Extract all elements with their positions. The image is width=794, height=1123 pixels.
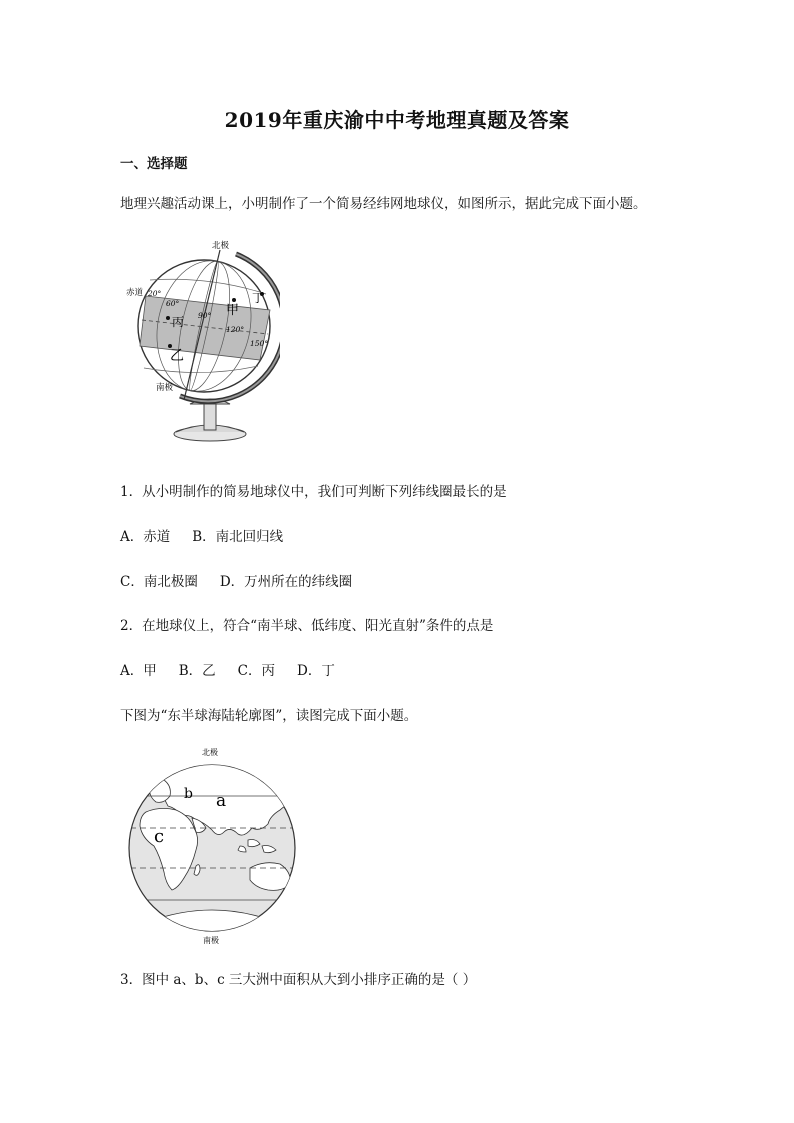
q2-option-b: B．乙 bbox=[178, 663, 216, 679]
map-label-b: b bbox=[184, 786, 193, 802]
q1-option-c: C．南北极圈 bbox=[120, 574, 198, 590]
globe-label-150: 150° bbox=[250, 339, 269, 348]
intro-text-2: 下图为“东半球海陆轮廓图”，读图完成下面小题。 bbox=[120, 708, 418, 724]
q1-option-d: D．万州所在的纬线圈 bbox=[219, 574, 353, 590]
intro-text-1: 地理兴趣活动课上，小明制作了一个简易经纬网地球仪，如图所示，据此完成下面小题。 bbox=[120, 196, 647, 212]
globe-label-ding: 丁 bbox=[252, 291, 265, 305]
q2-option-a: A．甲 bbox=[120, 663, 157, 679]
point-jia bbox=[232, 298, 236, 302]
globe-label-20: 20° bbox=[148, 289, 162, 298]
q2-option-d: D．丁 bbox=[297, 663, 335, 679]
question-2-options bbox=[120, 659, 357, 679]
globe-equator-label: 赤道 bbox=[126, 288, 144, 298]
question-1-options-row-1 bbox=[120, 525, 305, 545]
question-2-stem: 2．在地球仪上，符合“南半球、低纬度、阳光直射”条件的点是 bbox=[120, 618, 494, 634]
point-bing bbox=[166, 316, 170, 320]
globe-label-90: 90° bbox=[198, 311, 212, 320]
map-south-pole-label: 南极 bbox=[203, 936, 219, 945]
question-3-stem: 3．图中 a、b、c 三大洲中面积从大到小排序正确的是（ ） bbox=[120, 972, 477, 988]
globe-label-bing: 丙 bbox=[172, 315, 185, 329]
map-label-c: c bbox=[154, 826, 165, 847]
globe-figure bbox=[120, 236, 280, 444]
q2-option-c: C．丙 bbox=[237, 663, 276, 679]
globe-label-yi: 乙 bbox=[170, 348, 184, 364]
eastern-hemisphere-map bbox=[120, 742, 306, 948]
q1-option-a: A．赤道 bbox=[120, 529, 171, 545]
map-label-a: a bbox=[216, 791, 227, 811]
globe-label-jia: 甲 bbox=[226, 303, 240, 318]
map-north-pole-label: 北极 bbox=[202, 748, 218, 757]
question-1-stem: 1．从小明制作的简易地球仪中，我们可判断下列纬线圈最长的是 bbox=[120, 484, 507, 500]
section-heading: 一、选择题 bbox=[120, 156, 188, 172]
q1-option-b: B．南北回归线 bbox=[192, 529, 284, 545]
globe-south-pole-label: 南极 bbox=[156, 383, 174, 393]
globe-north-pole-label: 北极 bbox=[212, 241, 230, 251]
page-title: 2019年重庆渝中中考地理真题及答案 bbox=[224, 108, 570, 132]
globe-label-60: 60° bbox=[166, 299, 180, 308]
globe-label-120: 120° bbox=[226, 325, 245, 334]
question-1-options-row-2 bbox=[120, 570, 374, 590]
